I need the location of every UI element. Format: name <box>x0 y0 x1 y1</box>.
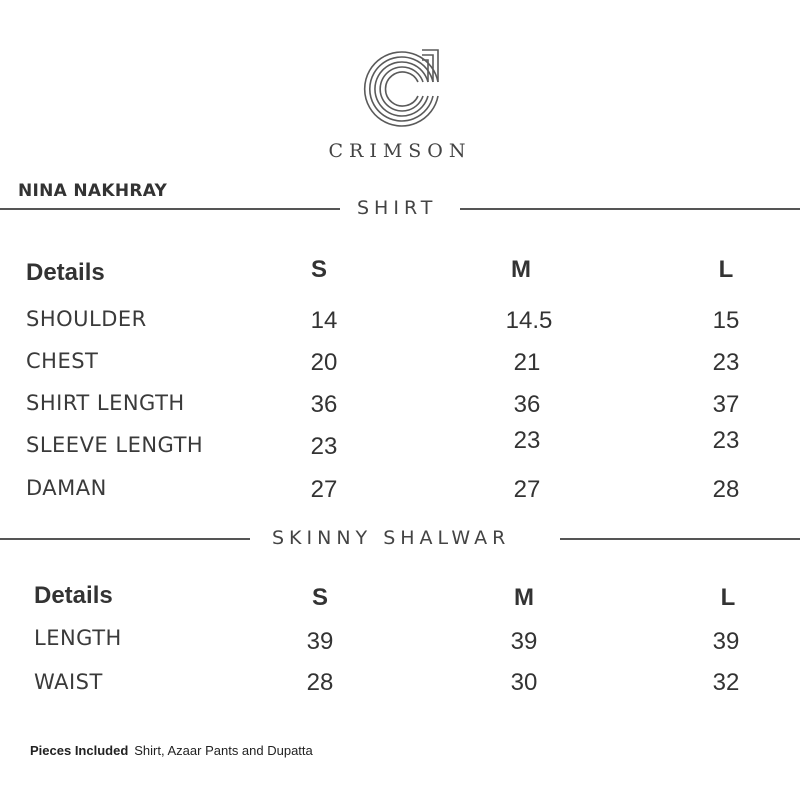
cell-shirt-length-s: 36 <box>310 391 338 418</box>
brand-name: CRIMSON <box>328 140 472 162</box>
row-label-shoulder: SHOULDER <box>26 307 147 331</box>
header-size-l: L <box>720 584 736 611</box>
pieces-included-text: Shirt, Azaar Pants and Dupatta <box>134 743 313 758</box>
row-label-shirt-length: SHIRT LENGTH <box>26 391 185 415</box>
section-title-skinny-shalwar: SKINNY SHALWAR <box>272 527 511 549</box>
cell-chest-s: 20 <box>310 349 338 376</box>
header-size-s: S <box>311 584 328 611</box>
cell-daman-l: 28 <box>712 476 740 503</box>
cell-waist-l: 32 <box>712 669 740 696</box>
cell-shirt-length-l: 37 <box>712 391 740 418</box>
header-size-m: M <box>514 584 534 611</box>
cell-shoulder-s: 14 <box>310 307 338 334</box>
cell-waist-s: 28 <box>306 669 334 696</box>
header-details: Details <box>34 582 113 609</box>
row-label-sleeve-length: SLEEVE LENGTH <box>26 433 204 457</box>
header-details: Details <box>26 259 105 286</box>
section-divider-left <box>0 538 250 540</box>
crimson-c-logo-icon <box>358 46 444 132</box>
cell-chest-l: 23 <box>712 349 740 376</box>
cell-daman-s: 27 <box>310 476 338 503</box>
row-label-length: LENGTH <box>34 626 122 650</box>
row-label-chest: CHEST <box>26 349 99 373</box>
cell-sleeve-length-s: 23 <box>310 433 338 460</box>
cell-waist-m: 30 <box>510 669 538 696</box>
section-title-shirt: SHIRT <box>357 197 438 219</box>
cell-length-s: 39 <box>306 628 334 655</box>
cell-length-l: 39 <box>712 628 740 655</box>
header-size-s: S <box>310 256 327 283</box>
row-label-daman: DAMAN <box>26 476 107 500</box>
header-size-l: L <box>718 256 734 283</box>
section-divider-left <box>0 208 340 210</box>
cell-sleeve-length-m: 23 <box>513 427 541 454</box>
section-divider-right <box>460 208 800 210</box>
cell-sleeve-length-l: 23 <box>712 427 740 454</box>
cell-length-m: 39 <box>510 628 538 655</box>
cell-daman-m: 27 <box>513 476 541 503</box>
cell-chest-m: 21 <box>513 349 541 376</box>
row-label-waist: WAIST <box>34 670 103 694</box>
pieces-included-note <box>30 743 313 758</box>
product-name: NINA NAKHRAY <box>18 181 168 201</box>
cell-shoulder-l: 15 <box>712 307 740 334</box>
cell-shirt-length-m: 36 <box>513 391 541 418</box>
section-divider-right <box>560 538 800 540</box>
header-size-m: M <box>511 256 531 283</box>
pieces-included-label: Pieces Included <box>30 743 129 758</box>
cell-shoulder-m: 14.5 <box>505 307 553 334</box>
